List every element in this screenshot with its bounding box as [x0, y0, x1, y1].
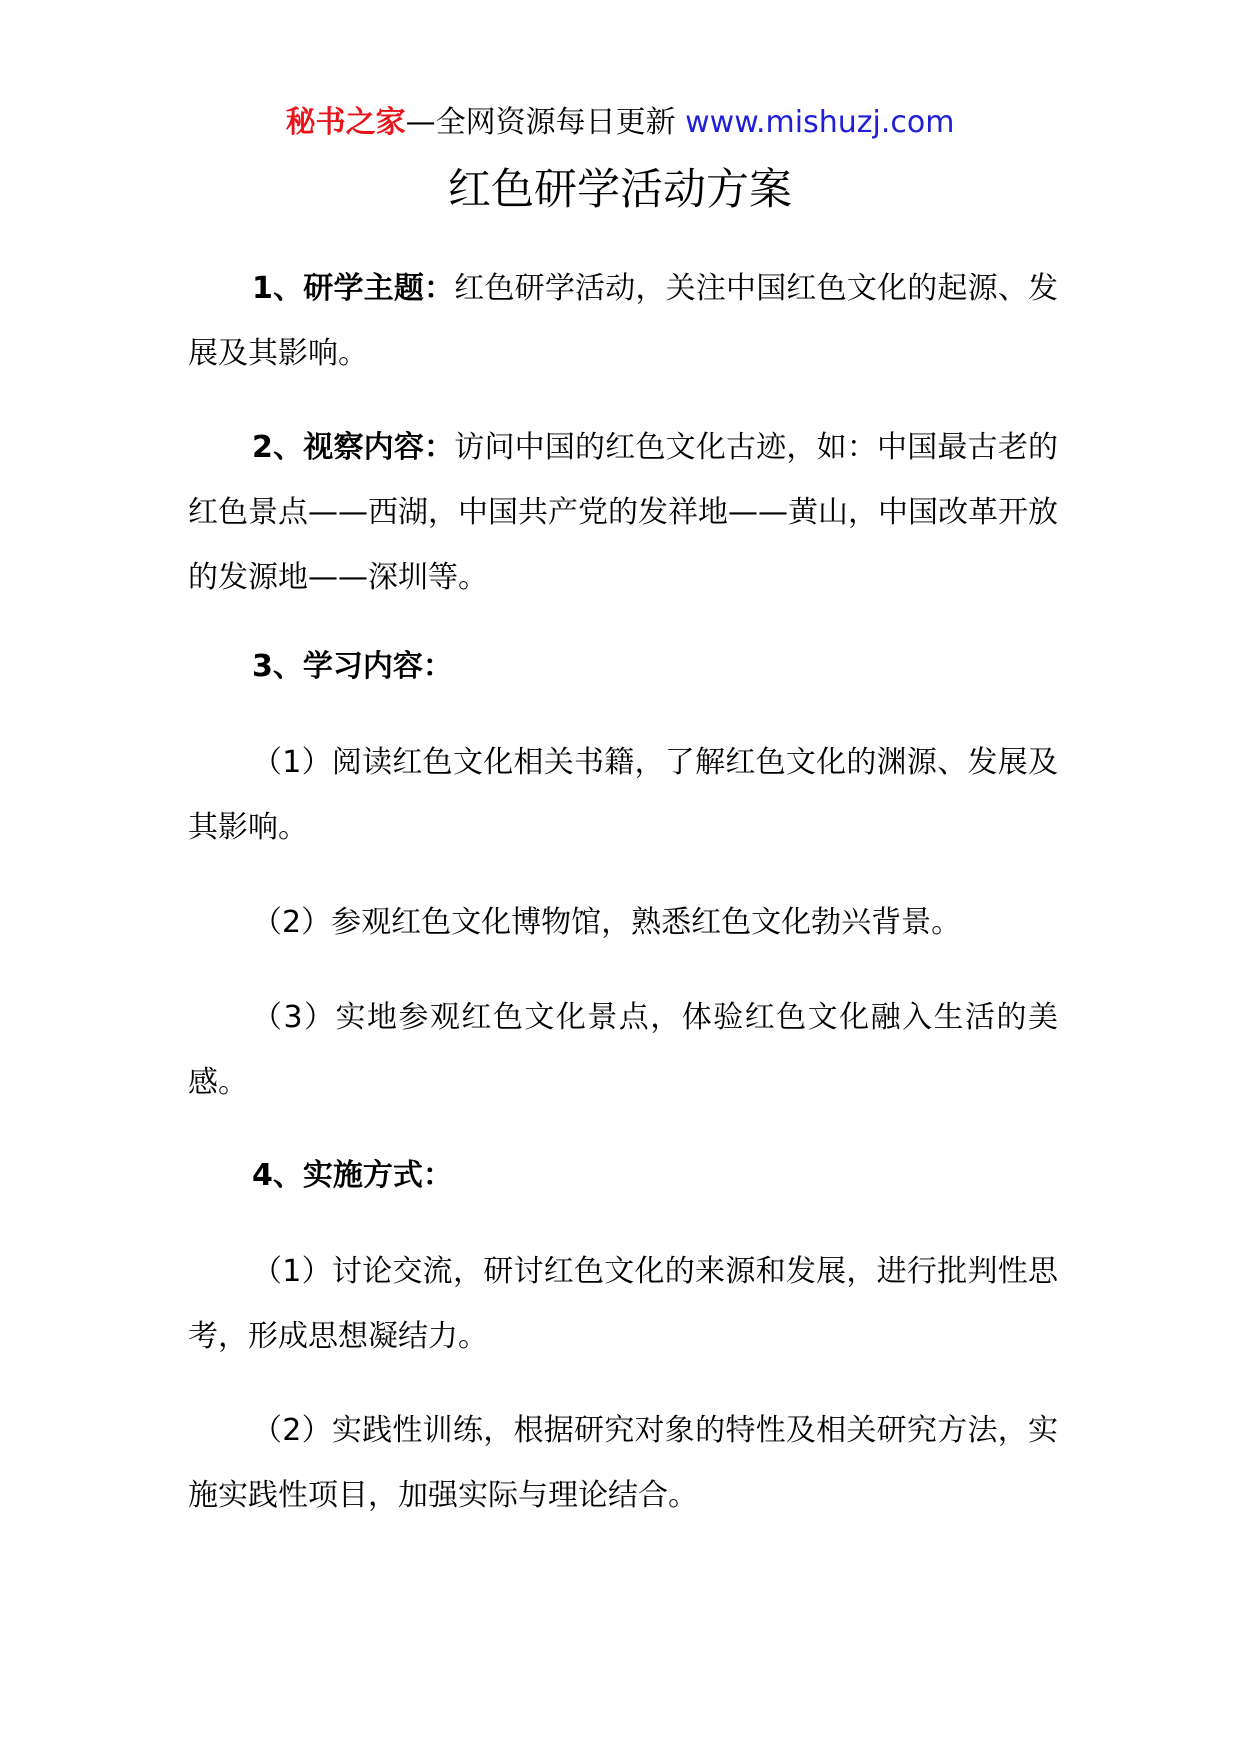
section-4-item-2: （2）实践性训练，根据研究对象的特性及相关研究方法，实施实践性项目，加强实际与理论结合。 — [188, 1413, 1058, 1513]
brand-name: 秘书之家 — [285, 105, 406, 140]
section-4-heading-paragraph — [188, 1143, 1058, 1208]
site-url-link[interactable]: www.mishuzj.com — [685, 105, 955, 140]
section-3-item-1: （1）阅读红色文化相关书籍，了解红色文化的渊源、发展及其影响。 — [188, 745, 1058, 845]
document-title: 红色研学活动方案 — [448, 165, 792, 215]
section-2-paragraph — [188, 415, 1058, 610]
section-3-item-2: （2）参观红色文化博物馆，熟悉红色文化勃兴背景。 — [252, 905, 962, 940]
section-1-heading: 1、研学主题： — [252, 271, 455, 306]
section-3-item-3: （3）实地参观红色文化景点，体验红色文化融入生活的美感。 — [188, 1000, 1058, 1100]
section-2-heading: 2、视察内容： — [252, 430, 455, 465]
section-1-paragraph — [188, 256, 1058, 386]
section-3-heading-paragraph — [188, 634, 1058, 699]
section-3-heading: 3、学习内容： — [252, 649, 453, 684]
section-4-item-1: （1）讨论交流，研讨红色文化的来源和发展，进行批判性思考，形成思想凝结力。 — [188, 1254, 1058, 1354]
section-2-text: 访问中国的红色文化古迹，如：中国最古老的红色景点——西湖，中国共产党的发祥地——黄山，中国改革开放的发源地——深圳等。 — [188, 430, 1059, 595]
section-4-heading: 4、实施方式： — [252, 1158, 453, 1193]
section-1-text: 红色研学活动，关注中国红色文化的起源、发展及其影响。 — [188, 271, 1059, 371]
site-header — [0, 100, 1240, 146]
header-slogan: —全网资源每日更新 — [405, 105, 686, 140]
